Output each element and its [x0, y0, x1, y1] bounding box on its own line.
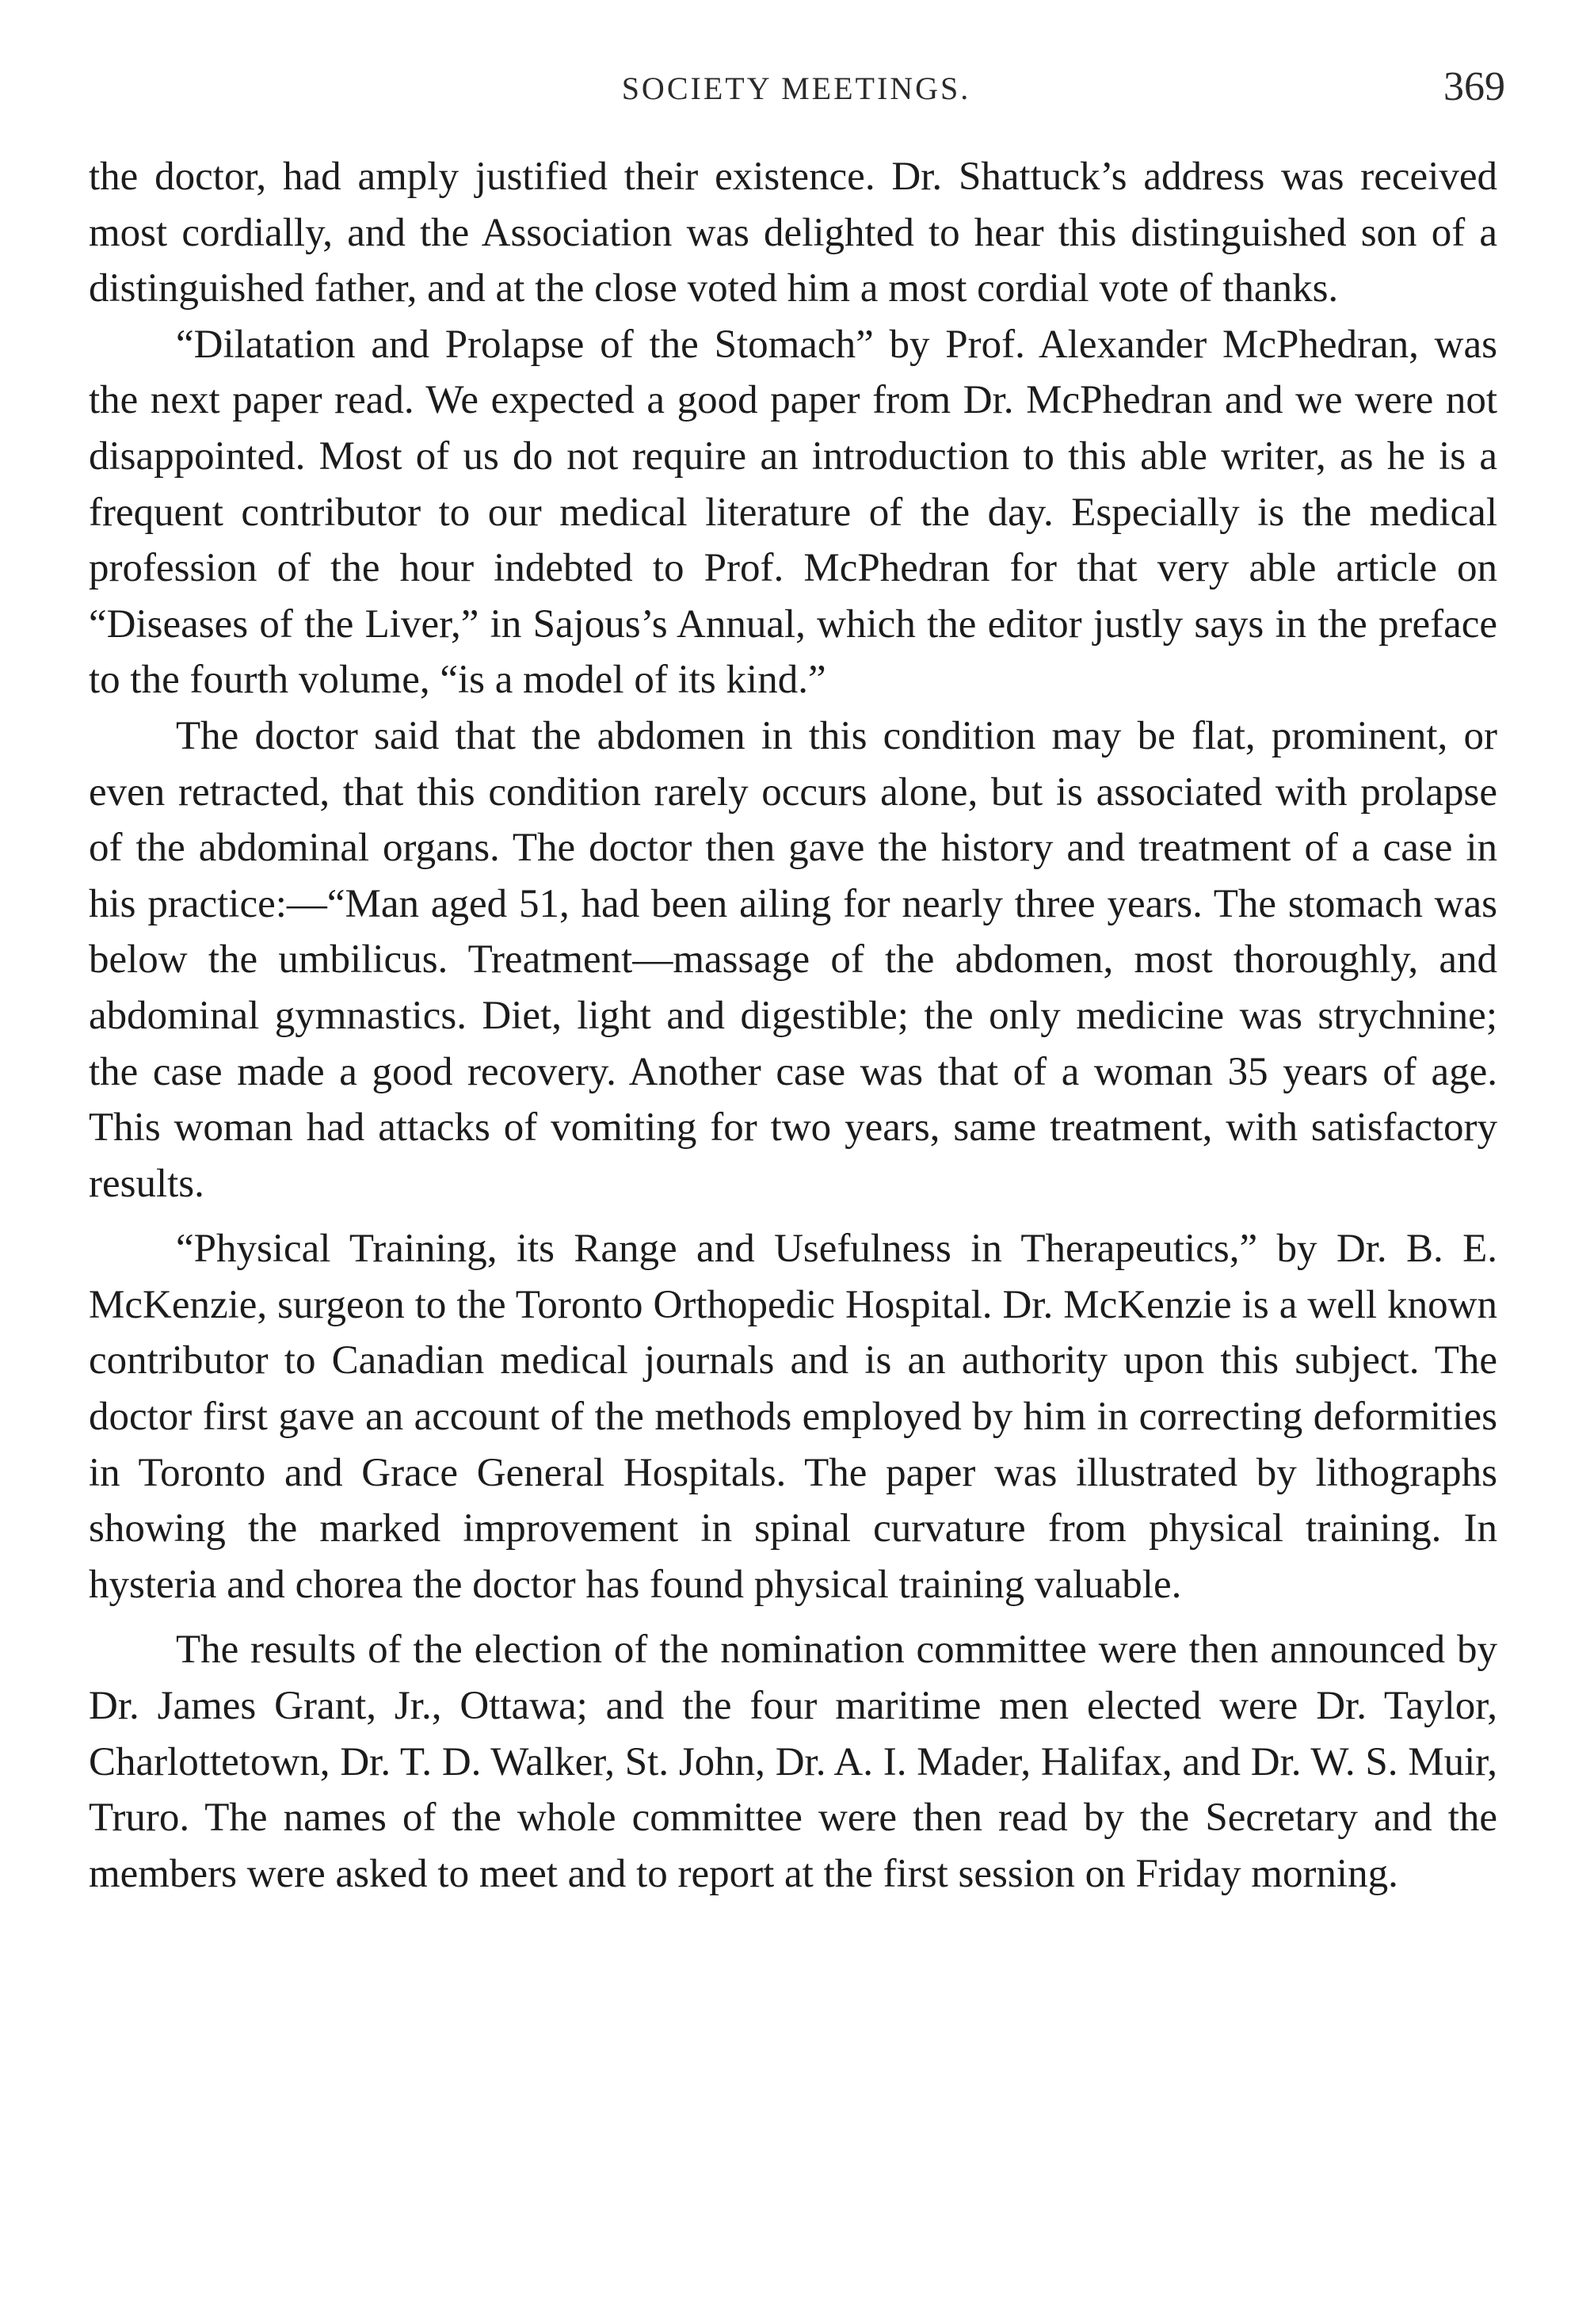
body-text	[89, 149, 1497, 1902]
paragraph-2: “Dilatation and Prolapse of the Stomach” by Prof. Alexander McPhedran, was the next paper read. We expected a good paper from Dr. McPhedran and we were not disappointed. Most of us do not require an introduction to this able writer, as he is a frequent contributor to our medical literature of the day. Especially is the medical profession of the hour indebted to Prof. McPhedran for that very able article on “Diseases of the Liver,” in Sajous’s Annual, which the editor justly says in the preface to the fourth volume, “is a model of its kind.”	[89, 322, 1497, 703]
paragraph-4: “Physical Training, its Range and Usefulness in Therapeutics,” by Dr. B. E. McKenzie, surgeon to the Toronto Orthopedic Hospital. Dr. McKenzie is a well known contributor to Canadian medical journals and is an authority upon this subject. The doctor first gave an account of the methods employed by him in correcting deformities in Toronto and Grace General Hospitals. The paper was illustrated by lithographs showing the marked improvement in spinal curvature from physical training. In hysteria and chorea the doctor has found physical training valuable.	[89, 1227, 1497, 1607]
paragraph-3: The doctor said that the abdomen in this condition may be flat, prominent, or even retracted, that this condition rarely occurs alone, but is associated with prolapse of the abdominal organs. The doctor then gave the history and treatment of a case in his practice:—“Man aged 51, had been ailing for nearly three years. The stomach was below the umbilicus. Treatment—massage of the abdomen, most thoroughly, and abdominal gymnastics. Diet, light and digestible; the only medicine was strychnine; the case made a good recovery. Another case was that of a woman 35 years of age. This woman had attacks of vomiting for two years, same treatment, with satisfactory results.	[89, 713, 1497, 1206]
paragraph-1: the doctor, had amply justified their existence. Dr. Shattuck’s address was received most cordially, and the Association was delighted to hear this distinguished son of a distinguished father, and at the close voted him a most cordial vote of thanks.	[89, 155, 1497, 311]
running-head	[87, 64, 1505, 117]
page-number: 369	[1443, 64, 1505, 109]
paragraph-5: The results of the election of the nomination committee were then announced by Dr. James Grant, Jr., Ottawa; and the four maritime men elected were Dr. Taylor, Charlottetown, Dr. T. D. Walker, St. John, Dr. A. I. Mader, Halifax, and Dr. W. S. Muir, Truro. The names of the whole committee were then read by the Secretary and the members were asked to meet and to report at the first session on Friday morning.	[89, 1628, 1497, 1896]
running-title: SOCIETY MEETINGS.	[621, 71, 971, 106]
